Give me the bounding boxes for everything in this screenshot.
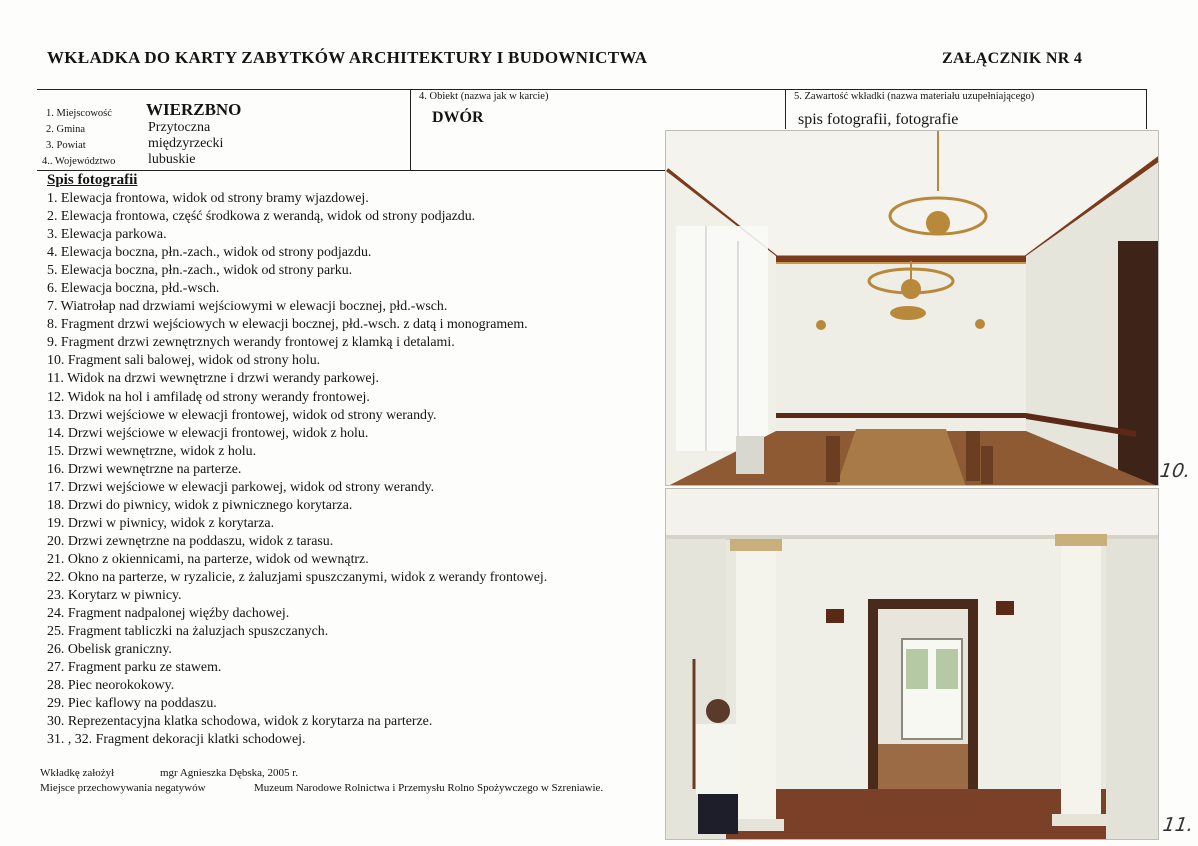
list-item: 22. Okno na parterze, w ryzalicie, z żaluzjami spuszczanymi, widok z werandy frontowej.	[47, 569, 548, 585]
author-value: mgr Agnieszka Dębska, 2005 r.	[160, 767, 299, 779]
miejscowosc-value: WIERZBNO	[146, 100, 242, 119]
document-title: WKŁADKA DO KARTY ZABYTKÓW ARCHITEKTURY I BUDOWNICTWA	[47, 48, 648, 67]
list-item: 5. Elewacja boczna, płn.-zach., widok od strony parku.	[47, 263, 353, 279]
author-label: Wkładkę założył	[40, 767, 115, 779]
gmina-label: 2. Gmina	[46, 124, 86, 135]
contents-label: 5. Zawartość wkładki (nazwa materiału uzupełniającego)	[794, 91, 1035, 102]
storage-value: Muzeum Narodowe Rolnictwa i Przemysłu Rolno Spożywczego w Szreniawie.	[254, 782, 604, 794]
object-value: DWÓR	[432, 109, 484, 126]
list-item: 1. Elewacja frontowa, widok od strony bramy wjazdowej.	[47, 191, 369, 206]
form-top-border	[37, 89, 1147, 90]
photo-list-title: Spis fotografii	[47, 172, 138, 188]
wojewodztwo-value: lubuskie	[148, 152, 196, 167]
form-left-bottom-border	[37, 170, 666, 171]
form-divider-1	[410, 89, 411, 170]
photo-number-10: 10.	[1158, 460, 1192, 482]
list-item: 18. Drzwi do piwnicy, widok z piwnicznego korytarza.	[47, 497, 353, 513]
list-item: 31. , 32. Fragment dekoracji klatki schodowej.	[47, 732, 306, 748]
form-divider-2	[785, 89, 786, 129]
list-item: 16. Drzwi wewnętrzne na parterze.	[47, 461, 242, 477]
gmina-value: Przytoczna	[148, 120, 211, 135]
hall-photo	[665, 488, 1159, 840]
list-item: 24. Fragment nadpalonej więźby dachowej.	[47, 606, 290, 622]
list-item: 4. Elewacja boczna, płn.-zach., widok od strony podjazdu.	[47, 245, 372, 261]
list-item: 17. Drzwi wejściowe w elewacji parkowej, widok od strony werandy.	[47, 479, 435, 495]
list-item: 20. Drzwi zewnętrzne na poddaszu, widok z tarasu.	[47, 533, 334, 549]
list-item: 30. Reprezentacyjna klatka schodowa, widok z korytarza na parterze.	[47, 714, 433, 730]
ballroom-photo	[665, 130, 1159, 486]
photo-list	[47, 190, 547, 749]
form-right-border	[1146, 89, 1147, 129]
list-item: 10. Fragment sali balowej, widok od strony holu.	[47, 353, 321, 369]
hall-illustration	[666, 489, 1159, 840]
list-item: 26. Obelisk graniczny.	[47, 642, 172, 658]
list-item: 11. Widok na drzwi wewnętrzne i drzwi werandy parkowej.	[47, 371, 379, 387]
list-item: 9. Fragment drzwi zewnętrznych werandy frontowej z klamką i detalami.	[47, 335, 455, 351]
photo-number-11: 11.	[1161, 814, 1195, 836]
list-item: 2. Elewacja frontowa, część środkowa z werandą, widok od strony podjazdu.	[47, 209, 476, 225]
list-item: 28. Piec neorokokowy.	[47, 678, 175, 694]
object-label: 4. Obiekt (nazwa jak w karcie)	[419, 91, 549, 102]
miejscowosc-label: 1. Miejscowość	[46, 108, 112, 119]
list-item: 6. Elewacja boczna, płd.-wsch.	[47, 281, 220, 297]
list-item: 7. Wiatrołap nad drzwiami wejściowymi w elewacji bocznej, płd.-wsch.	[47, 299, 448, 315]
list-item: 8. Fragment drzwi wejściowych w elewacji bocznej, płd.-wsch. z datą i monogramem.	[47, 317, 528, 333]
wojewodztwo-label: 4.. Województwo	[42, 156, 116, 167]
list-item: 3. Elewacja parkowa.	[47, 227, 167, 243]
contents-value: spis fotografii, fotografie	[798, 111, 959, 128]
list-item: 15. Drzwi wewnętrzne, widok z holu.	[47, 443, 257, 459]
list-item: 14. Drzwi wejściowe w elewacji frontowej, widok z holu.	[47, 425, 369, 441]
list-item: 29. Piec kaflowy na poddaszu.	[47, 696, 217, 712]
ballroom-illustration	[666, 131, 1159, 486]
list-item: 12. Widok na hol i amfiladę od strony werandy frontowej.	[47, 389, 370, 405]
powiat-label: 3. Powiat	[46, 140, 86, 151]
annex-number: ZAŁĄCZNIK NR 4	[942, 50, 1083, 67]
list-item: 19. Drzwi w piwnicy, widok z korytarza.	[47, 515, 275, 531]
list-item: 13. Drzwi wejściowe w elewacji frontowej, widok od strony werandy.	[47, 407, 437, 423]
list-item: 23. Korytarz w piwnicy.	[47, 588, 182, 604]
list-item: 27. Fragment parku ze stawem.	[47, 660, 222, 676]
storage-label: Miejsce przechowywania negatywów	[40, 782, 206, 794]
list-item: 21. Okno z okiennicami, na parterze, widok od wewnątrz.	[47, 551, 369, 567]
list-item: 25. Fragment tabliczki na żaluzjach spuszczanych.	[47, 624, 329, 640]
powiat-value: międzyrzecki	[148, 136, 224, 151]
